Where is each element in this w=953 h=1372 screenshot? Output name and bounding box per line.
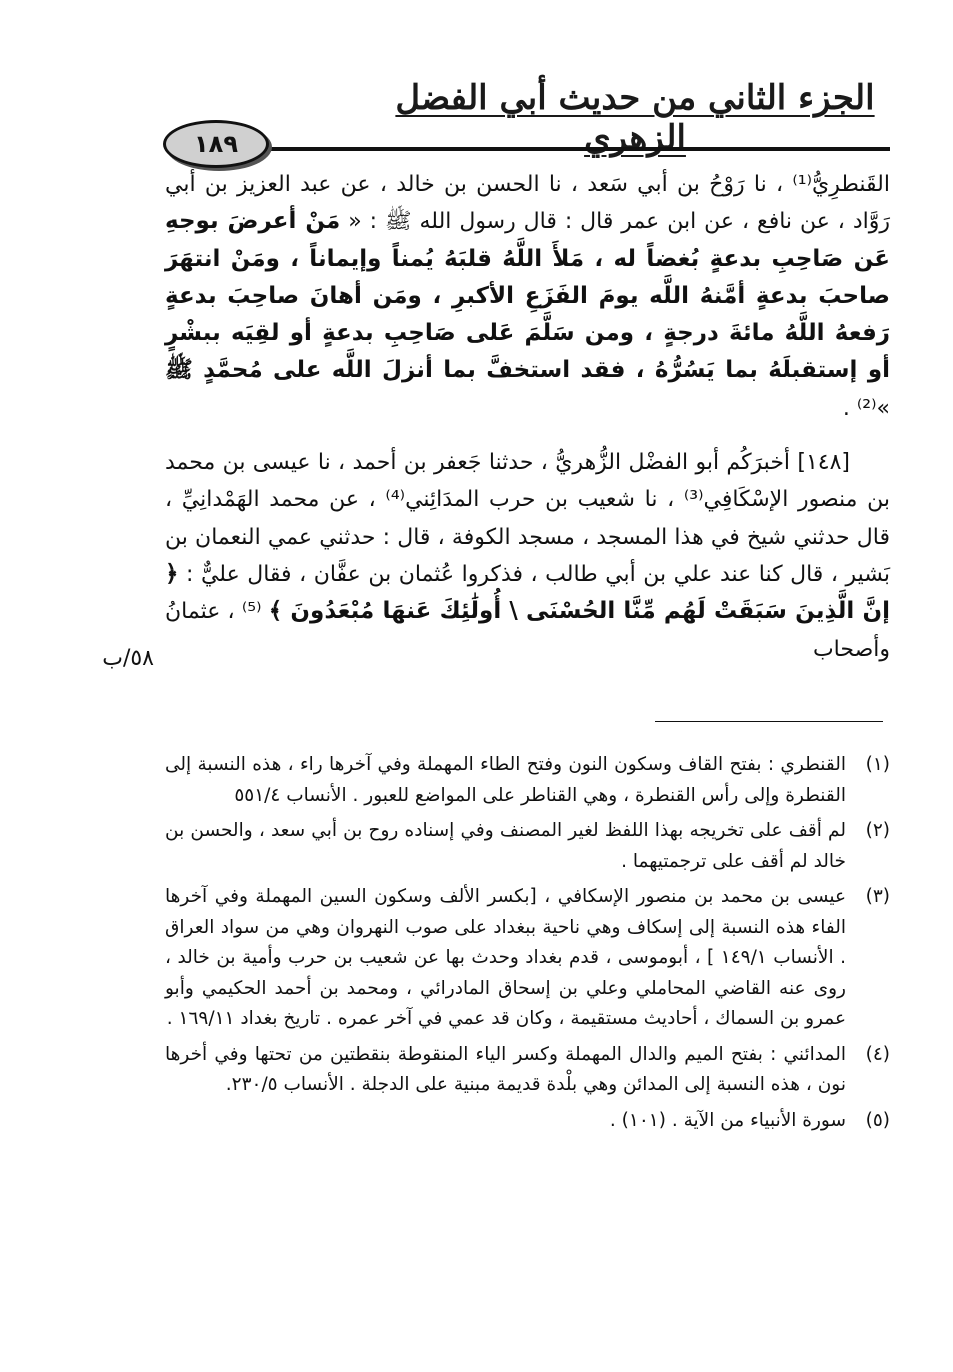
header-rule xyxy=(250,147,890,151)
footnote-text: سورة الأنبياء من الآية . (١٠١) . xyxy=(609,1109,846,1131)
footnote-number: (٣) xyxy=(865,886,890,907)
page-number-badge: ١٨٩ xyxy=(163,120,269,168)
footnote-number: (١) xyxy=(865,754,890,775)
footnote-number: (٥) xyxy=(865,1109,890,1131)
paragraph-2-end: ⁽⁵⁾ ، عثمانُ وأصحاب xyxy=(165,599,890,662)
footnotes xyxy=(165,750,890,1141)
paragraph-1-isnad: القَنطرِيُّ⁽¹⁾ ، نا رَوْحُ بن أبي سَعد ، نا الحسن بن خالد ، عن عبد العزيز بن أبي رَوَّاد ، عن نافع ، عن ابن عمر قال : قال رسول الله ﷺ : « xyxy=(165,172,891,235)
hadith-text: مَنْ أعرضَ بوجهِ عَن صَاحِبِ بدعةٍ بُغضاً له ، مَلأَ اللَّهُ قلبَهُ يُمناً وإيماناً ، ومَنْ انتهَرَ صاحبَ بدعةٍ أمَّنهُ اللَّه يومَ الفَزَعِ الأكبرِ ، ومَن أهانَ صاحِبَ بدعةٍ رَفعهُ اللَّهُ مائةَ درجةٍ ، ومن سَلَّمَ عَلى صَاحِبِ بدعةٍ أو لقِيَه ببشْرٍ أو إستقبلَهُ بما يَسُرُّهُ ، فقد استخفَّ بما أنزلَ اللَّه على مُحمَّدٍ ﷺ xyxy=(165,208,890,384)
paragraph-1-end: »⁽²⁾ . xyxy=(842,395,890,421)
footnote-number: (٤) xyxy=(865,1043,890,1065)
running-header-title: الجزء الثاني من حديث أبي الفضل الزهري xyxy=(395,78,875,158)
main-text xyxy=(165,166,890,668)
footnote-number: (٢) xyxy=(865,820,890,841)
footnote-separator xyxy=(655,721,883,722)
quran-verse: ﴿ إنَّ الَّذِينَ سَبَقَتْ لَهُم مِّنَّا الحُسْنَى \ أُولَٰئِكَ عَنهَا مُبْعَدُونَ ﴾ xyxy=(165,560,890,625)
paragraph-1 xyxy=(165,166,890,427)
footnote-item xyxy=(165,1106,890,1137)
footnote-item xyxy=(165,750,890,811)
footnote-text: لم أقف على تخريجه بهذا اللفظ لغير المصنف وفي إسناده روح بن أبي سعد ، والحسن بن خالد لم أقف على ترجمتيهما . xyxy=(165,820,846,872)
footnote-item xyxy=(165,882,890,1035)
footnote-item xyxy=(165,1040,890,1101)
footnote-text: المدائني : بفتح الميم والدال المهملة وكسر الياء المنقوطة بنقطتين من تحتها وفي أخرها نون ، هذه النسبة إلى المدائن وهي بلْدة قديمة مبنية على الدجلة . الأنساب ٢٣٠/٥. xyxy=(165,1043,846,1095)
manuscript-folio-note: ٥٨/ب xyxy=(102,646,154,671)
footnote-text: عيسى بن محمد بن منصور الإسكافي ، [بكسر الألف وسكون السين المهملة وفي آخرها الفاء هذه النسبة إلى إسكاف وهي ناحية ببغداد على صوب النهروان وهي من سواد العراق . الأنساب ١٤٩/١ ] ، أبوموسى ، قدم بغداد وحدث بها عن شعيب بن حرب وأمية بن خالد ، روى عنه القاضي المحاملي وعلي بن إسحاق المادرائي ، ومحمد بن أحمد الحكيمي وأبو عمرو بن السماك ، أحاديث مستقيمة ، وكان قد عمي في آخر عمره . تاريخ بغداد ١٦٩/١١ . xyxy=(165,886,846,1029)
paragraph-2 xyxy=(165,444,890,668)
footnote-item xyxy=(165,816,890,877)
footnote-text: القنطري : بفتح القاف وسكون النون وفتح الطاء المهملة وفي آخرها راء ، هذه النسبة إلى القنطرة وإلى رأس القنطرة ، وهي القناطر على المواضع للعبور . الأنساب ٥٥١/٤ xyxy=(165,754,846,806)
paragraph-2-isnad: [١٤٨] أخبرَكُم أبو الفضْل الزُّهريُّ ، حدثنا جَعفر بن أحمد ، نا عيسى بن محمد بن منصور الإسْكَافِي⁽³⁾ ، نا شعيب بن حرب المدَائِني⁽⁴⁾ ، عن محمد الهَمْدانِيِّ ، قال حدثني شيخ في هذا المسجد ، مسجد الكوفة ، قال : حدثني عمي النعمان بن بَشير ، قال كنا عند علي بن أبي طالب ، فذكروا عُثمان بن عفَّان ، فقال عليٌّ : xyxy=(165,450,890,587)
